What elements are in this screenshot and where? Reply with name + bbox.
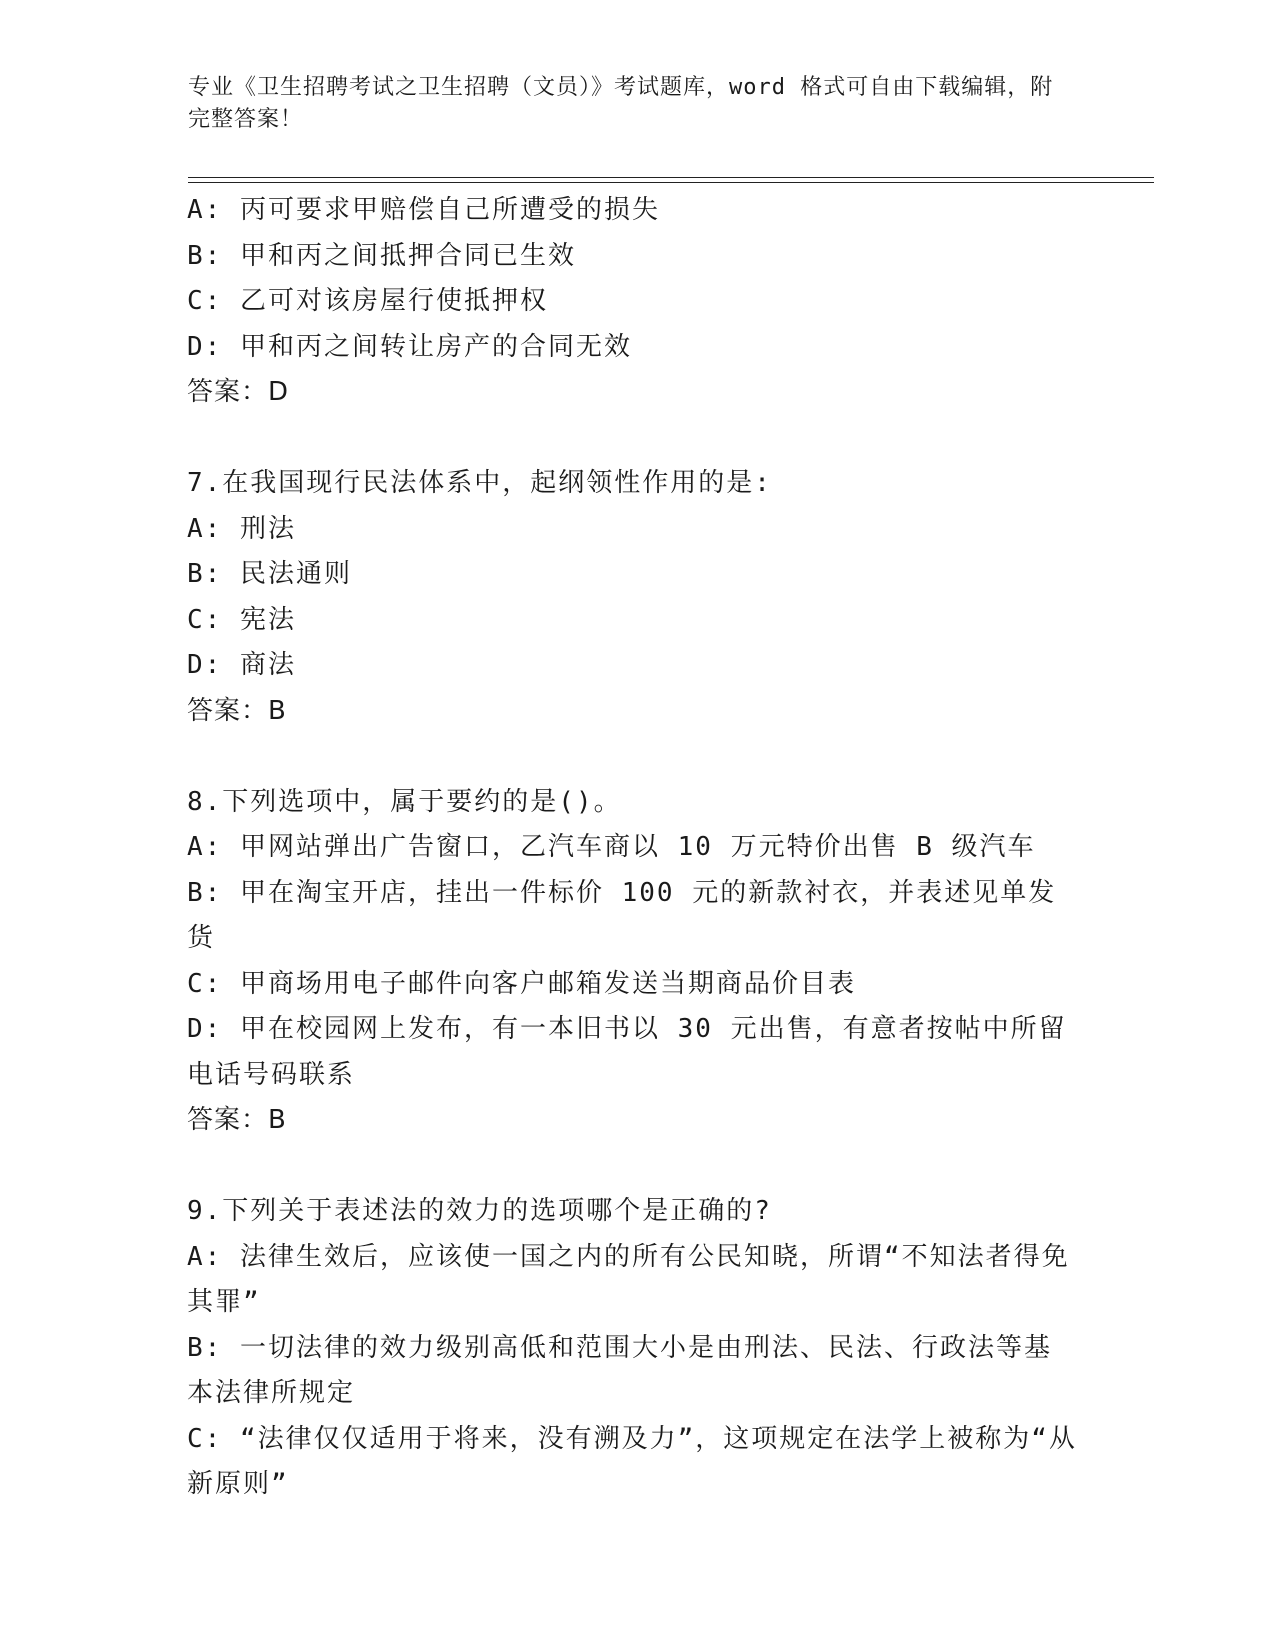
header-divider-bottom — [188, 182, 1154, 183]
question-text: 7.在我国现行民法体系中，起纲领性作用的是: — [187, 468, 772, 498]
question-text: 9.下列关于表述法的效力的选项哪个是正确的? — [187, 1196, 772, 1226]
answer-line: 答案：D — [187, 377, 290, 407]
option-d: D: 商法 — [187, 650, 296, 680]
answer-line: 答案：B — [187, 695, 287, 726]
option-b: B: 甲和丙之间抵押合同已生效 — [187, 240, 576, 271]
spacer — [187, 734, 1077, 780]
question-6 — [187, 188, 1077, 416]
option-d: D: 甲和丙之间转让房产的合同无效 — [187, 331, 632, 362]
option-c: C: 乙可对该房屋行使抵押权 — [187, 286, 548, 316]
option-b: B: 一切法律的效力级别高低和范围大小是由刑法、民法、行政法等基本法律所规定 — [187, 1332, 1052, 1408]
header-divider-top — [188, 177, 1154, 178]
option-d: D: 甲在校园网上发布，有一本旧书以 30 元出售，有意者按帖中所留电话号码联系 — [187, 1014, 1067, 1090]
option-c: C: 宪法 — [187, 604, 296, 635]
document-header: 专业《卫生招聘考试之卫生招聘（文员）》考试题库，word 格式可自由下载编辑，附完整答案！ — [188, 75, 1054, 132]
option-c: C: 甲商场用电子邮件向客户邮箱发送当期商品价目表 — [187, 968, 856, 999]
question-text: 8.下列选项中，属于要约的是()。 — [187, 786, 622, 817]
option-b: B: 民法通则 — [187, 559, 352, 589]
option-a: A: 丙可要求甲赔偿自己所遭受的损失 — [187, 195, 660, 225]
question-9 — [187, 1189, 1077, 1508]
option-a: A: 甲网站弹出广告窗口，乙汽车商以 10 万元特价出售 B 级汽车 — [187, 832, 1036, 862]
question-7 — [187, 461, 1077, 734]
option-a: A: 法律生效后，应该使一国之内的所有公民知晓，所谓“不知法者得免其罪” — [187, 1241, 1070, 1317]
spacer — [187, 1144, 1077, 1190]
option-b: B: 甲在淘宝开店，挂出一件标价 100 元的新款衬衣，并表述见单发货 — [187, 877, 1057, 953]
answer-line: 答案：B — [187, 1105, 287, 1135]
option-c: C: “法律仅仅适用于将来，没有溯及力”，这项规定在法学上被称为“从新原则” — [187, 1423, 1077, 1499]
spacer — [187, 416, 1077, 462]
question-8 — [187, 780, 1077, 1144]
option-a: A: 刑法 — [187, 513, 296, 544]
question-list — [187, 188, 1077, 1508]
